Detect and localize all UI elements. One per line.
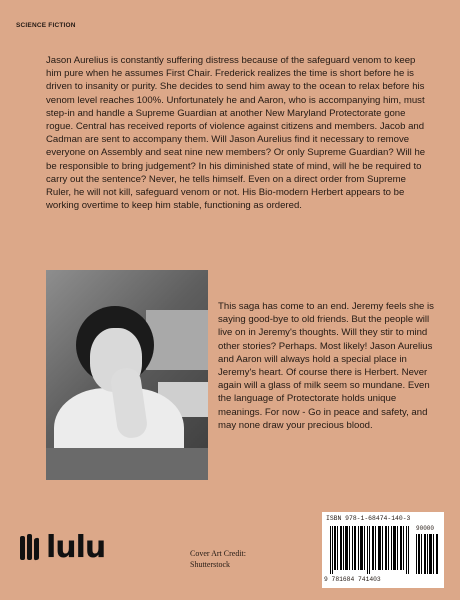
barcode-digits: 9 781684 741403 bbox=[324, 576, 381, 583]
cover-art-credit bbox=[190, 548, 270, 570]
isbn-barcode bbox=[322, 512, 444, 588]
barcode-bars bbox=[330, 526, 410, 574]
back-cover-blurb: Jason Aurelius is constantly suffering distress because of the safeguard venom to keep him pure when he assumes First Chair. Frederick realizes the time is short before he is driven to insanity or purity. She decides to send him away to the ocean to relax before his venom level reaches 100%. Unfortunately he and Aaron, who is accompanying him, must step-in and handle a Supreme Guardian at another New Maryland Protectorate gone rogue. Central has received reports of violence against citizens and members. Jacob and Cadman are sent to accompany them. Will Jason Aurelius find it necessary to remove everyone on Assembly and seat nine new members? Or only Supreme Guardian? Will he be responsible to bring judgement? In his diminished state of mind, will he be required to carry out the sentence? Never, he tells himself. Even on a direct order from Supreme Ruler, he will not kill, safeguard venom or not. His Bio-modern Herbert appears to be working overtime to keep him stable, functioning as ordered. bbox=[46, 55, 426, 212]
category-label: SCIENCE FICTION bbox=[16, 22, 76, 29]
price-barcode-bars bbox=[416, 534, 438, 574]
logo-wordmark: lulu bbox=[46, 530, 106, 565]
isbn-text: ISBN 978-1-68474-140-3 bbox=[326, 515, 411, 522]
book-icon bbox=[20, 534, 42, 562]
credit-line-1: Cover Art Credit: bbox=[190, 549, 246, 558]
credit-line-2: Shutterstock bbox=[190, 560, 230, 569]
price-code: 90000 bbox=[416, 525, 435, 532]
lulu-logo bbox=[20, 530, 105, 565]
author-note: This saga has come to an end. Jeremy feels she is saying good-bye to old friends. But the people will live on in Jeremy's thoughts. Will they stir to mind other stories? Perhaps. Most likely! Jason Aurelius and Aaron will always hold a special place in Jeremy's heart. Of course there is Herbert. Never again will a glass of milk seem so mundane. Even the language of Protectorate holds unique meanings. For now - Go in peace and safety, and may none draw your precious blood. bbox=[218, 301, 434, 431]
author-photo bbox=[46, 270, 208, 480]
